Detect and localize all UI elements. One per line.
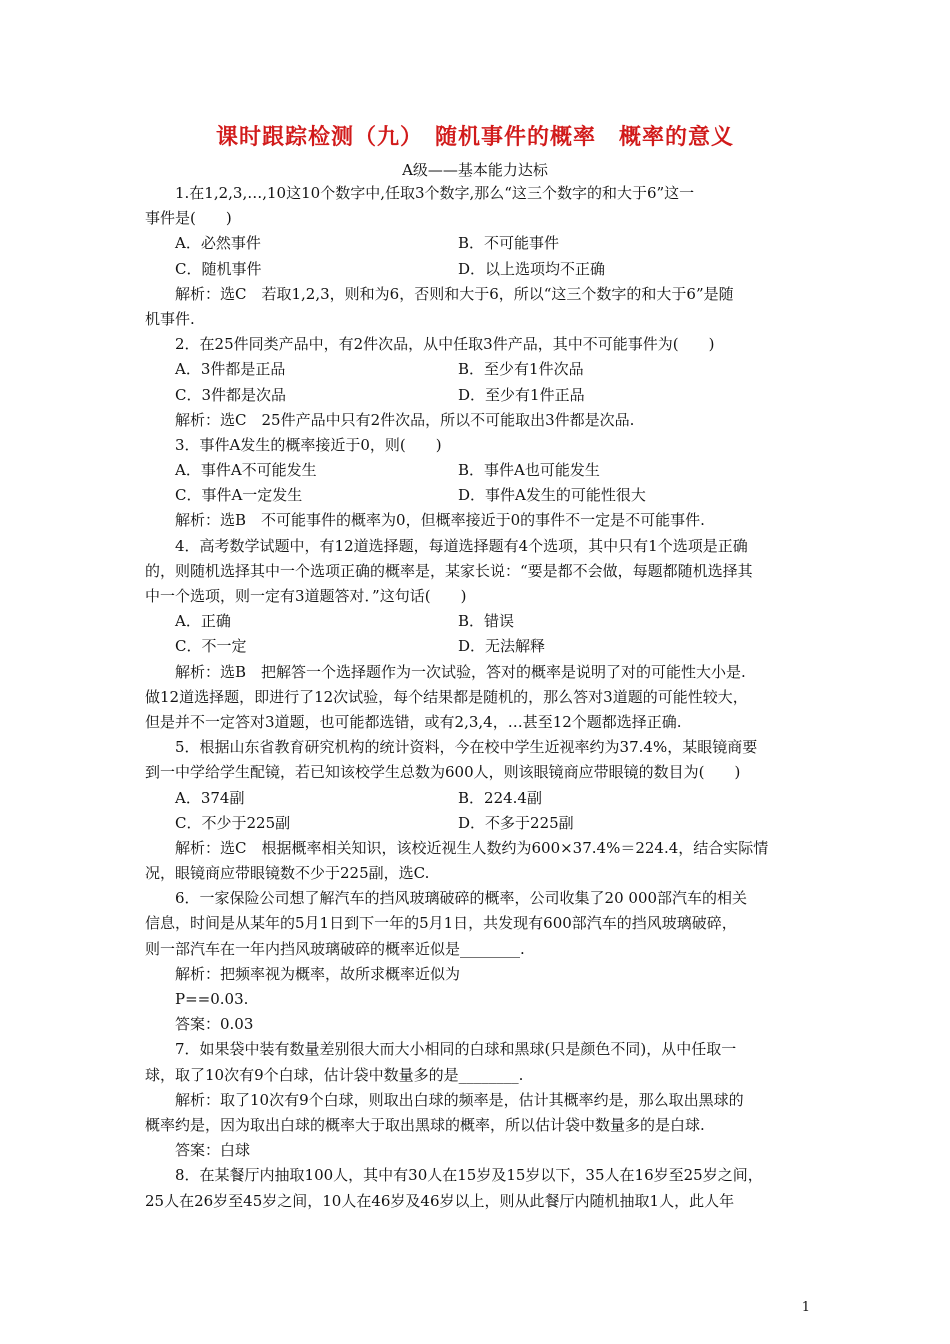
option-text: B．至少有1件次品 [458,360,584,379]
option-text: C．不少于225副 [175,813,291,832]
option-text: B．224.4副 [458,788,542,807]
option-row [145,383,810,408]
option-row [145,483,810,508]
option-text: D．以上选项均不正确 [458,259,606,278]
text-line: 信息，时间是从某年的5月1日到下一年的5月1日，共发现有600部汽车的挡风玻璃破碎， [145,914,737,933]
page-number: 1 [801,1300,810,1315]
text-line: P==0.03. [175,990,249,1008]
option-row [145,257,810,282]
text-line: 1.在1,2,3,…,10这10个数字中,任取3个数字,那么“这三个数字的和大于6”这一 [175,184,695,202]
option-text: B．错误 [458,612,515,631]
option-text: B．不可能事件 [458,234,560,253]
text-line: 球，取了10次有9个白球，估计袋中数量多的是________. [145,1065,524,1084]
document-body [145,181,810,1214]
text-line: 答案：0.03 [175,1015,254,1034]
text-line: 概率约是，因为取出白球的概率大于取出黑球的概率，所以估计袋中数量多的是白球. [145,1115,705,1134]
option-text: D．事件A发生的可能性很大 [458,486,646,505]
text-line: 到一中学给学生配镜，若已知该校学生总数为600人，则该眼镜商应带眼镜的数目为( ) [145,763,741,782]
option-row [145,231,810,256]
option-text: D．不多于225副 [458,813,574,832]
option-text: A．事件A不可能发生 [175,461,317,480]
text-line: 2．在25件同类产品中，有2件次品，从中任取3件产品，其中不可能事件为( ) [175,335,715,354]
text-line: 解析：选C 若取1,2,3，则和为6，否则和大于6，所以“这三个数字的和大于6”是随 [175,284,734,303]
option-row [145,634,810,659]
option-text: D．至少有1件正品 [458,385,585,404]
text-line: 8．在某餐厅内抽取100人，其中有30人在15岁及15岁以下，35人在16岁至25岁之间， [175,1166,763,1185]
text-line: 解析：选B 不可能事件的概率为0，但概率接近于0的事件不一定是不可能事件. [175,511,705,530]
option-row [145,357,810,382]
text-line: 况，眼镜商应带眼镜数不少于225副，选C. [145,864,430,883]
text-line: 解析：选C 根据概率相关知识，该校近视生人数约为600×37.4%＝224.4，结合实际情 [175,838,769,857]
option-text: C．3件都是次品 [175,385,287,404]
option-row [145,458,810,483]
option-text: A．3件都是正品 [175,360,286,379]
text-line: 解析：把频率视为概率，故所求概率近似为 [175,964,461,983]
option-text: C．随机事件 [175,259,262,278]
option-text: C．不一定 [175,637,247,656]
text-line: 答案：白球 [175,1141,251,1160]
option-text: C．事件A一定发生 [175,486,303,505]
text-line: 解析：取了10次有9个白球，则取出白球的频率是，估计其概率约是，那么取出黑球的 [175,1090,744,1109]
option-row [145,786,810,811]
option-text: A．正确 [175,612,231,631]
option-row [145,609,810,634]
text-line: 3．事件A发生的概率接近于0，则( ) [175,435,442,454]
text-line: 但是并不一定答对3道题，也可能都选错，或有2,3,4，…甚至12个题都选择正确. [145,712,682,731]
text-line: 事件是( ) [145,209,232,228]
text-line: 25人在26岁至45岁之间，10人在46岁及46岁以上，则从此餐厅内随机抽取1人，此人年 [145,1191,735,1210]
text-line: 4．高考数学试题中，有12道选择题，每道选择题有4个选项，其中只有1个选项是正确 [175,536,748,555]
section-subtitle: A级——基本能力达标 [402,161,548,179]
option-row [145,811,810,836]
text-line: 机事件. [145,309,195,328]
text-line: 解析：选B 把解答一个选择题作为一次试验，答对的概率是说明了对的可能性大小是. [175,662,746,681]
option-text: A．必然事件 [175,234,261,253]
page-title: 课时跟踪检测（九） 随机事件的概率 概率的意义 [215,125,734,150]
text-line: 5．根据山东省教育研究机构的统计资料，今在校中学生近视率约为37.4%，某眼镜商要 [175,738,758,757]
text-line: 中一个选项，则一定有3道题答对．”这句话( ) [145,587,467,605]
text-line: 的，则随机选择其中一个选项正确的概率是，某家长说：“要是都不会做，每题都随机选择其 [145,561,753,580]
option-text: B．事件A也可能发生 [458,461,600,480]
text-line: 做12道选择题，即进行了12次试验，每个结果都是随机的，那么答对3道题的可能性较大， [145,687,748,706]
option-text: D．无法解释 [458,637,546,656]
text-line: 解析：选C 25件产品中只有2件次品，所以不可能取出3件都是次品. [175,410,635,429]
text-line: 6．一家保险公司想了解汽车的挡风玻璃破碎的概率，公司收集了20 000部汽车的相关 [175,889,748,908]
text-line: 7．如果袋中装有数量差别很大而大小相同的白球和黑球(只是颜色不同)，从中任取一 [175,1040,737,1059]
text-line: 则一部汽车在一年内挡风玻璃破碎的概率近似是________. [145,939,525,958]
option-text: A．374副 [175,788,245,807]
